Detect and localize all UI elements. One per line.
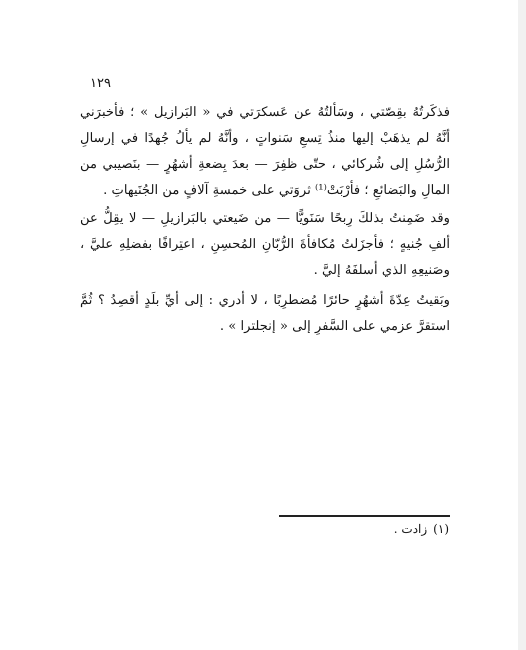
paragraph-2: وقد ضَمِنتُ بذلكَ رِبحًا سَنَويًّا — من ضَيعتي بالبَرازيلِ — لا يقِلُّ عن ألفِ جُنيهٍ ؛ فأجزَلتُ مُكافأةَ الرُّبّانِ المُحسِنِ ، اعتِرافًا بفضلِهِ عليَّ ، وصَنيعِهِ الذي أسلفَهُ إليَّ . — [80, 211, 450, 278]
paragraph-1: فذكَرتُهُ بقِصّتي ، وسَألتُهُ عن عَسكرَتي في « البَرازيل » ؛ فأخبرَني أنَّهُ لم يذهَبْ إليها منذُ تِسعِ سَنواتٍ ، وأنَّهُ لم يألُ جُهدًا في إرسالِ الرُّسُلِ إلى شُركائي ، حتّى ظفِرَ — بعدَ بِضعةِ أشهُرٍ — بنَصيبي من المالِ والبَضائعِ ؛ فأرْبَتْ⁽¹⁾ ثروَتي على خمسةِ آلافٍ من الجُنَيهاتِ . — [80, 105, 450, 198]
paragraph-3: وبَقيتُ عِدّةَ أشهُرٍ حائرًا مُضطرِبًا ، لا أدري : إلى أيِّ بلَدٍ أقصِدُ ؟ ثُمَّ استقرَّ عزمي على السَّفرِ إلى « إنجلترا » . — [80, 293, 450, 334]
body-text — [80, 100, 450, 340]
footnote-separator — [279, 515, 450, 517]
footnote-text: زادت . — [393, 522, 428, 536]
footnote — [394, 522, 449, 536]
page-binding-edge — [518, 0, 526, 650]
page-number: ١٢٩ — [90, 76, 111, 91]
footnote-marker: (١) — [433, 522, 449, 536]
